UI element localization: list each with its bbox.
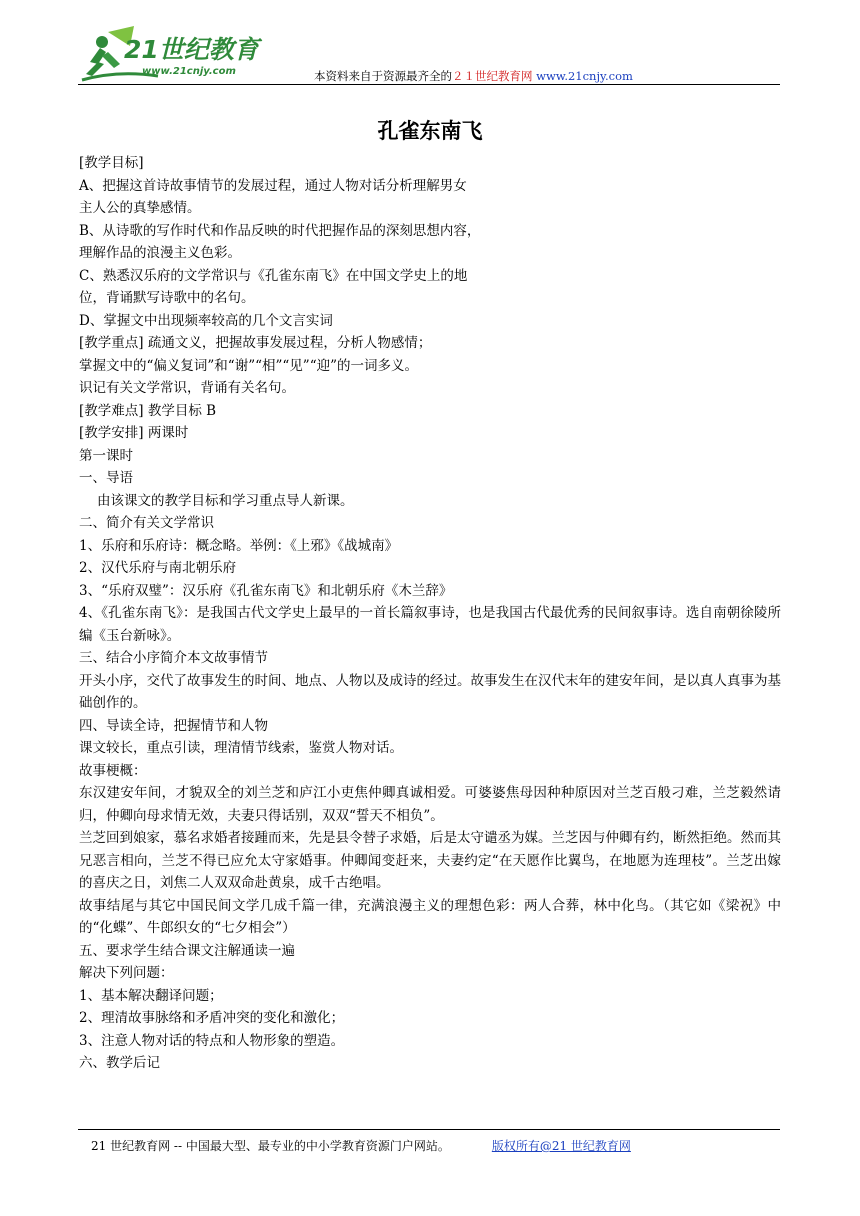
- footer-text: 21 世纪教育网 -- 中国最大型、最专业的中小学教育资源门户网站。: [91, 1139, 450, 1153]
- header-tagline: [314, 68, 633, 84]
- text-line: D、掌握文中出现频率较高的几个文言实词: [79, 312, 333, 329]
- section-heading: 二、简介有关文学常识: [79, 515, 214, 531]
- logo-head-shape: [96, 36, 108, 48]
- text-line: 课文较长，重点引读，理清情节线索，鉴赏人物对话。: [79, 740, 403, 756]
- logo-leg-shape: [86, 62, 104, 76]
- page-header: [78, 22, 780, 86]
- text-line: 识记有关文学常识，背诵有关名句。: [79, 380, 295, 396]
- text-line: 由该课文的教学目标和学习重点导人新课。: [97, 492, 354, 509]
- header-divider: [78, 84, 780, 85]
- section-heading: [教学目标]: [79, 155, 144, 171]
- text-line: [教学安排] 两课时: [79, 425, 189, 441]
- section-heading: 六、教学后记: [79, 1055, 160, 1071]
- logo-leg2-shape: [102, 52, 120, 68]
- text-line: [教学重点] 疏通文义，把握故事发展过程，分析人物感情；: [79, 335, 432, 351]
- list-item: 3、“乐府双璧”：汉乐府《孔雀东南飞》和北朝乐府《木兰辞》: [79, 582, 453, 599]
- text-line: 位，背诵默写诗歌中的名句。: [79, 290, 255, 306]
- logo-url: www.21cnjy.com: [142, 66, 236, 77]
- copyright-link[interactable]: 版权所有@21 世纪教育网: [491, 1139, 631, 1153]
- site-logo: [78, 22, 288, 84]
- page-footer: [91, 1137, 631, 1154]
- paragraph: 故事结尾与其它中国民间文学几成千篇一律，充满浪漫主义的理想色彩：两人合葬，林中化鸟。（其它如《梁祝》中的“化蝶”、牛郎织女的“七夕相会”）: [79, 897, 781, 936]
- list-item: 1、乐府和乐府诗：概念略。举例：《上邪》《战城南》: [79, 537, 399, 554]
- document-body: [79, 152, 781, 1075]
- list-item: 1、基本解决翻译问题；: [79, 987, 223, 1004]
- paragraph: 兰芝回到娘家，慕名求婚者接踵而来，先是县令替子求婚，后是太守谴丞为媒。兰芝因与仲卿有约，断然拒绝。然而其兄恶言相向，兰芝不得已应允太守家婚事。仲卿闻变赶来，夫妻约定“在天愿作比翼鸟，在地愿为连理枝”。兰芝出嫁的喜庆之日，刘焦二人双双命赴黄泉，成千古绝唱。: [79, 830, 781, 891]
- list-item: 3、注意人物对话的特点和人物形象的塑造。: [79, 1032, 345, 1049]
- list-item: 4、《孔雀东南飞》：是我国古代文学史上最早的一首长篇叙事诗，也是我国古代最优秀的民间叙事诗。选自南朝徐陵所编《玉台新咏》。: [79, 605, 781, 644]
- text-line: B、从诗歌的写作时代和作品反映的时代把握作品的深刻思想内容，: [79, 222, 481, 239]
- section-heading: 三、结合小序简介本文故事情节: [79, 650, 268, 666]
- list-item: 2、理清故事脉络和矛盾冲突的变化和激化；: [79, 1010, 345, 1026]
- list-item: 2、汉代乐府与南北朝乐府: [79, 560, 237, 576]
- text-line: A、把握这首诗故事情节的发展过程，通过人物对话分析理解男女: [79, 177, 467, 194]
- text-line: 故事梗概：: [79, 762, 147, 779]
- paragraph: 东汉建安年间，才貌双全的刘兰芝和庐江小吏焦仲卿真诚相爱。可婆婆焦母因种种原因对兰芝百般刁难，兰芝毅然请归，仲卿向母求情无效，夫妻只得话别，双双“誓天不相负”。: [79, 785, 781, 824]
- section-heading: 一、导语: [79, 470, 133, 486]
- text-line: 解决下列问题：: [79, 965, 174, 981]
- text-line: 理解作品的浪漫主义色彩。: [79, 245, 241, 261]
- logo-text: 21世纪教育: [124, 35, 259, 64]
- document-title: 孔雀东南飞: [377, 119, 483, 143]
- paragraph: 开头小序，交代了故事发生的时间、地点、人物以及成诗的经过。故事发生在汉代末年的建安年间，是以真人真事为基础创作的。: [79, 672, 781, 711]
- text-line: 掌握文中的“偏义复词”和“谢”“相”“见”“迎”的一词多义。: [79, 357, 419, 374]
- header-site-name[interactable]: ２１世纪教育网: [452, 69, 533, 83]
- text-line: 主人公的真挚感情。: [79, 200, 201, 216]
- header-site-url[interactable]: www.21cnjy.com: [536, 69, 633, 83]
- section-heading: 第一课时: [79, 447, 133, 464]
- section-heading: 五、要求学生结合课文注解通读一遍: [79, 942, 295, 959]
- footer-divider: [78, 1129, 780, 1130]
- header-prefix: 本资料来自于资源最齐全的: [314, 69, 452, 83]
- section-heading: 四、导读全诗，把握情节和人物: [79, 717, 268, 734]
- text-line: C、熟悉汉乐府的文学常识与《孔雀东南飞》在中国文学史上的地: [79, 267, 468, 284]
- text-line: [教学难点] 教学目标 B: [79, 402, 217, 419]
